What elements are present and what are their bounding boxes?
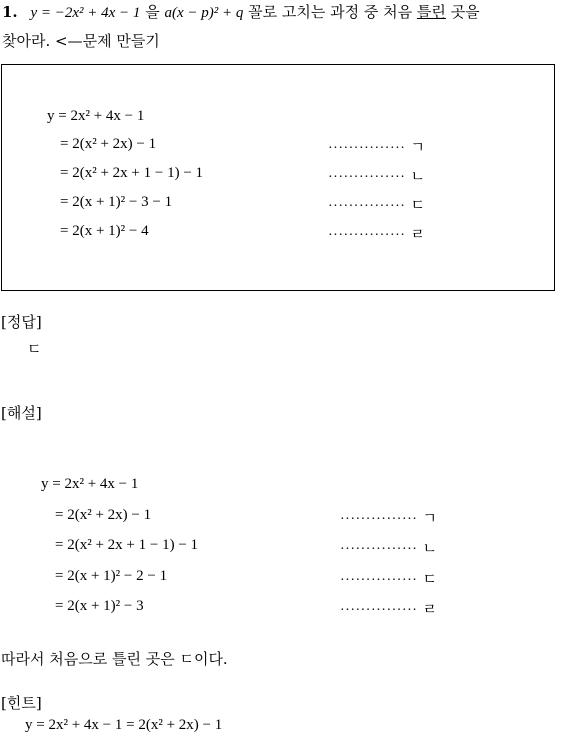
problem-statement bbox=[2, 2, 480, 23]
problem-text-2: 꼴로 고치는 과정 중 처음 bbox=[248, 3, 413, 21]
leader-dots: ··············· bbox=[340, 542, 418, 557]
problem-equation: y = −2x² + 4x − 1 bbox=[30, 5, 141, 21]
box-step-0: y = 2x² + 4x − 1 bbox=[47, 108, 145, 124]
leader-dots: ··············· bbox=[328, 228, 406, 243]
solution-mark-row-1 bbox=[340, 507, 437, 528]
leader-dots: ··············· bbox=[328, 141, 406, 156]
hint-equation: y = 2x² + 4x − 1 = 2(x² + 2x) − 1 bbox=[25, 717, 223, 733]
box-mark-row-2 bbox=[328, 165, 425, 186]
leader-dots: ··············· bbox=[340, 512, 418, 527]
solution-mark-1: ㄱ bbox=[422, 509, 438, 527]
box-mark-row-3 bbox=[328, 194, 425, 215]
problem-target-form: a(x − p)² + q bbox=[164, 5, 244, 21]
problem-underlined-word: 틀린 bbox=[416, 3, 446, 21]
hint-label: [힌트] bbox=[1, 694, 42, 712]
box-step-2: = 2(x² + 2x + 1 − 1) − 1 bbox=[60, 165, 204, 181]
problem-number: 1. bbox=[2, 3, 18, 21]
leader-dots: ··············· bbox=[340, 603, 418, 618]
box-step-3: = 2(x + 1)² − 3 − 1 bbox=[60, 194, 173, 210]
answer-value: ㄷ bbox=[27, 340, 42, 358]
solution-step-4: = 2(x + 1)² − 3 bbox=[55, 598, 144, 614]
solution-conclusion: 따라서 처음으로 틀린 곳은 ㄷ이다. bbox=[1, 650, 228, 668]
leader-dots: ··············· bbox=[328, 170, 406, 185]
solution-mark-3: ㄷ bbox=[422, 570, 438, 588]
problem-line-2: 찾아라. <—문제 만들기 bbox=[2, 32, 160, 50]
box-mark-2: ㄴ bbox=[410, 167, 426, 185]
solution-step-1: = 2(x² + 2x) − 1 bbox=[55, 507, 152, 523]
box-mark-row-4 bbox=[328, 223, 425, 244]
solution-step-2: = 2(x² + 2x + 1 − 1) − 1 bbox=[55, 537, 199, 553]
box-step-4: = 2(x + 1)² − 4 bbox=[60, 223, 149, 239]
box-mark-3: ㄷ bbox=[410, 196, 426, 214]
answer-label: [정답] bbox=[1, 313, 42, 331]
solution-mark-row-3 bbox=[340, 568, 437, 589]
leader-dots: ··············· bbox=[328, 199, 406, 214]
box-mark-4: ㄹ bbox=[410, 225, 426, 243]
box-mark-1: ㄱ bbox=[410, 138, 426, 156]
leader-dots: ··············· bbox=[340, 573, 418, 588]
problem-text-3: 곳을 bbox=[450, 3, 480, 21]
problem-text-1: 을 bbox=[145, 3, 160, 21]
box-mark-row-1 bbox=[328, 136, 425, 157]
solution-mark-row-4 bbox=[340, 598, 437, 619]
box-step-1: = 2(x² + 2x) − 1 bbox=[60, 136, 157, 152]
solution-mark-4: ㄹ bbox=[422, 600, 438, 618]
solution-step-3: = 2(x + 1)² − 2 − 1 bbox=[55, 568, 168, 584]
solution-step-0: y = 2x² + 4x − 1 bbox=[41, 476, 139, 492]
solution-label: [해설] bbox=[1, 404, 42, 422]
solution-mark-row-2 bbox=[340, 537, 437, 558]
solution-mark-2: ㄴ bbox=[422, 539, 438, 557]
